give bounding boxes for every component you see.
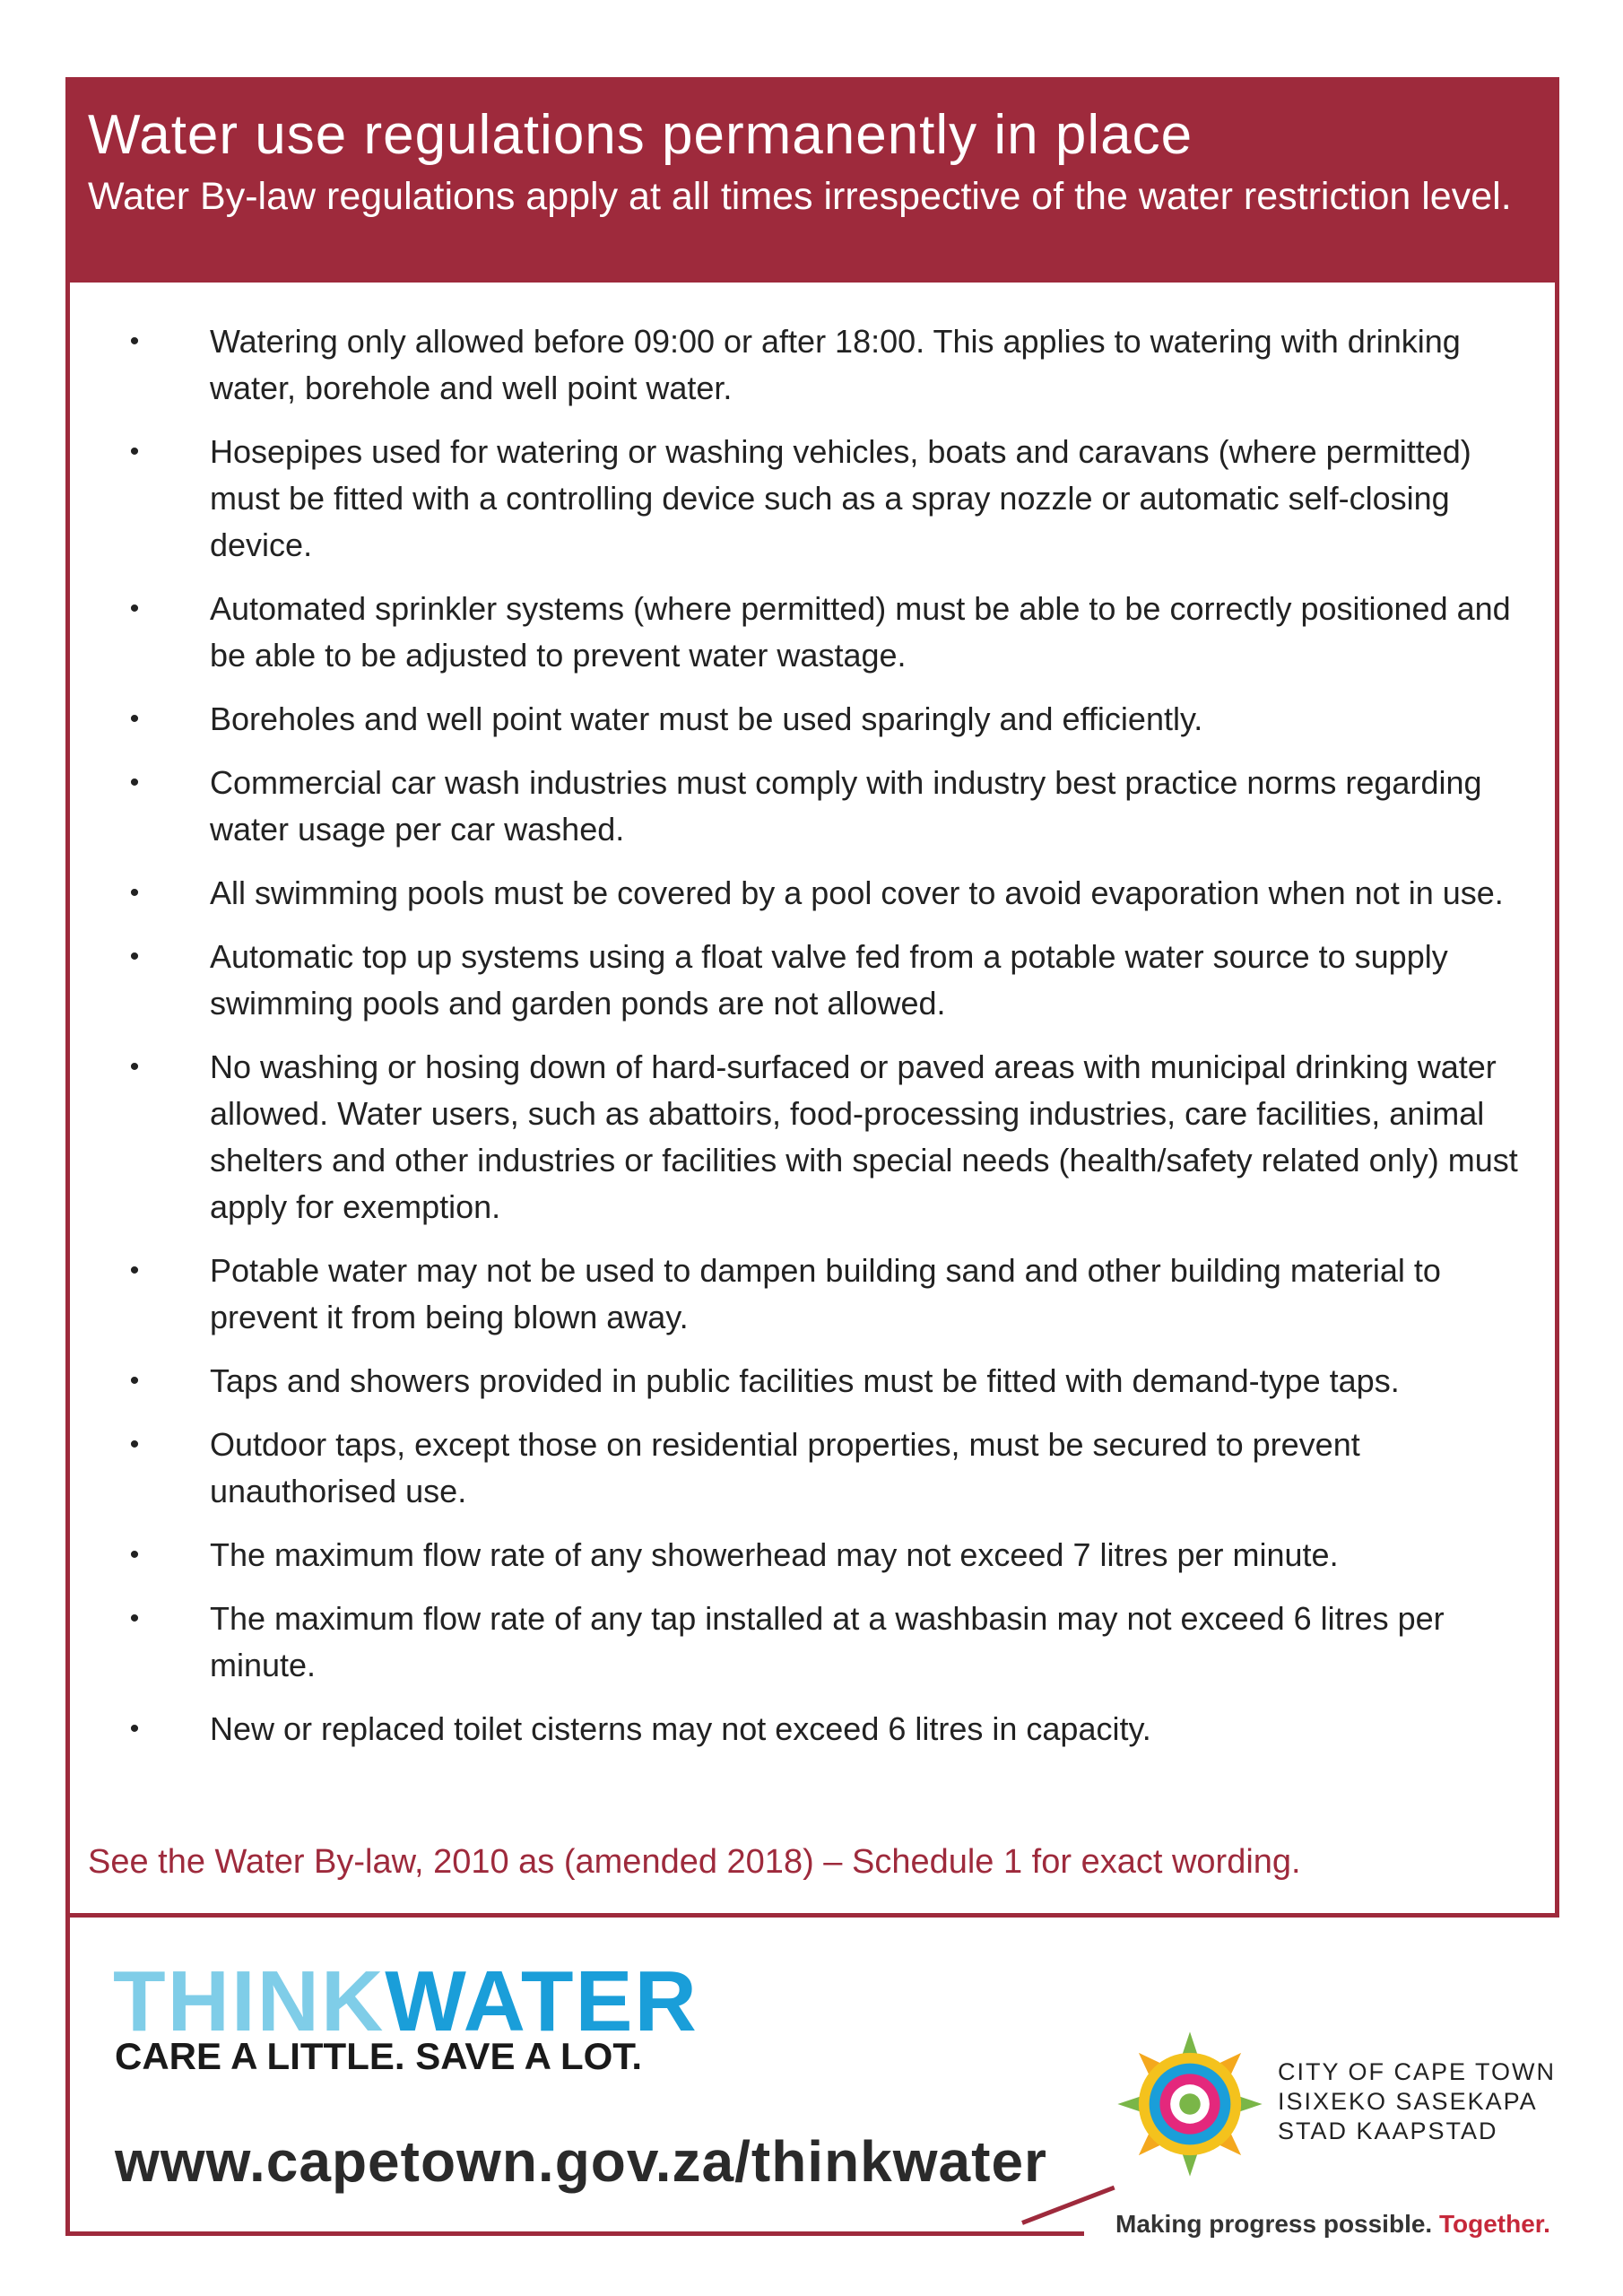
list-item <box>117 696 1537 743</box>
rule-text: New or replaced toilet cisterns may not exceed 6 litres in capacity. <box>210 1710 1151 1747</box>
list-item <box>117 318 1537 412</box>
list-item <box>117 934 1537 1027</box>
rule-text: Automated sprinkler systems (where permitted) must be able to be correctly positioned and be able to be adjusted to prevent water wastage. <box>210 590 1511 674</box>
list-item <box>117 1248 1537 1341</box>
page-subtitle: Water By-law regulations apply at all times irrespective of the water restriction level. <box>88 175 1512 218</box>
list-item <box>117 1532 1537 1578</box>
campaign-url: www.capetown.gov.za/thinkwater <box>115 2129 1047 2194</box>
think-word: THINK <box>113 1953 386 2049</box>
bullet-icon: • <box>129 942 140 971</box>
bullet-icon: • <box>129 768 140 797</box>
campaign-slogan: CARE A LITTLE. SAVE A LOT. <box>115 2035 642 2077</box>
footer-border-left <box>65 1918 70 2236</box>
bullet-icon: • <box>129 1714 140 1744</box>
city-names <box>1278 2057 1556 2146</box>
list-item <box>117 1358 1537 1405</box>
city-name-xhosa: ISIXEKO SASEKAPA <box>1278 2088 1538 2115</box>
tagline-accent: Together. <box>1438 2210 1550 2238</box>
city-emblem-icon <box>1115 2029 1265 2179</box>
bullet-icon: • <box>129 1430 140 1459</box>
rule-text: Potable water may not be used to dampen building sand and other building material to prevent it from being blown away. <box>210 1252 1441 1335</box>
regulations-list <box>70 283 1555 1752</box>
list-item <box>117 1706 1537 1752</box>
rule-text: All swimming pools must be covered by a pool cover to avoid evaporation when not in use. <box>210 874 1504 911</box>
rule-text: Commercial car wash industries must comply with industry best practice norms regarding water usage per car washed. <box>210 764 1482 848</box>
rule-text: Taps and showers provided in public facilities must be fitted with demand-type taps. <box>210 1362 1400 1399</box>
city-tagline <box>1115 2208 1550 2240</box>
city-name-english: CITY OF CAPE TOWN <box>1278 2058 1557 2085</box>
bullet-icon: • <box>129 594 140 623</box>
bullet-icon: • <box>129 326 140 356</box>
footer-border-bottom <box>65 2231 1084 2236</box>
bylaw-reference-note: See the Water By-law, 2010 as (amended 2018) – Schedule 1 for exact wording. <box>88 1843 1301 1881</box>
bullet-icon: • <box>129 1366 140 1396</box>
list-item <box>117 1596 1537 1689</box>
bullet-icon: • <box>129 1256 140 1285</box>
regulations-panel <box>65 77 1559 1918</box>
list-item <box>117 870 1537 917</box>
rule-text: Boreholes and well point water must be used sparingly and efficiently. <box>210 700 1203 737</box>
rule-text: Hosepipes used for watering or washing vehicles, boats and caravans (where permitted) must be fitted with a controlling device such as a spray nozzle or automatic self-closing device. <box>210 433 1471 563</box>
bullet-icon: • <box>129 1540 140 1570</box>
rule-text: Automatic top up systems using a float valve fed from a potable water source to supply swimming pools and garden ponds are not allowed. <box>210 938 1448 1022</box>
page-title: Water use regulations permanently in place <box>88 104 1193 166</box>
rule-text: The maximum flow rate of any tap installed at a washbasin may not exceed 6 litres per minute. <box>210 1600 1445 1683</box>
bullet-icon: • <box>129 1052 140 1082</box>
list-item <box>117 429 1537 569</box>
bullet-icon: • <box>129 878 140 908</box>
tagline-main: Making progress possible. <box>1115 2210 1433 2238</box>
bullet-icon: • <box>129 704 140 734</box>
city-name-afrikaans: STAD KAAPSTAD <box>1278 2118 1498 2144</box>
rule-text: The maximum flow rate of any showerhead may not exceed 7 litres per minute. <box>210 1536 1339 1573</box>
bullet-icon: • <box>129 1604 140 1633</box>
emblem-center <box>1179 2093 1201 2115</box>
list-item <box>117 586 1537 679</box>
water-word: WATER <box>385 1953 699 2049</box>
list-item <box>117 1422 1537 1515</box>
bullet-icon: • <box>129 437 140 466</box>
rule-text: No washing or hosing down of hard-surfaced or paved areas with municipal drinking water allowed. Water users, such as abattoirs, food-processing industries, care facilities, animal shelters and other industries or facilities with special needs (health/safety related only) must apply for exemption. <box>210 1048 1518 1225</box>
rule-text: Outdoor taps, except those on residential properties, must be secured to prevent unauthorised use. <box>210 1426 1360 1509</box>
list-item <box>117 760 1537 853</box>
list-item <box>117 1044 1537 1231</box>
panel-header <box>70 82 1555 283</box>
rule-text: Watering only allowed before 09:00 or after 18:00. This applies to watering with drinking water, borehole and well point water. <box>210 323 1461 406</box>
